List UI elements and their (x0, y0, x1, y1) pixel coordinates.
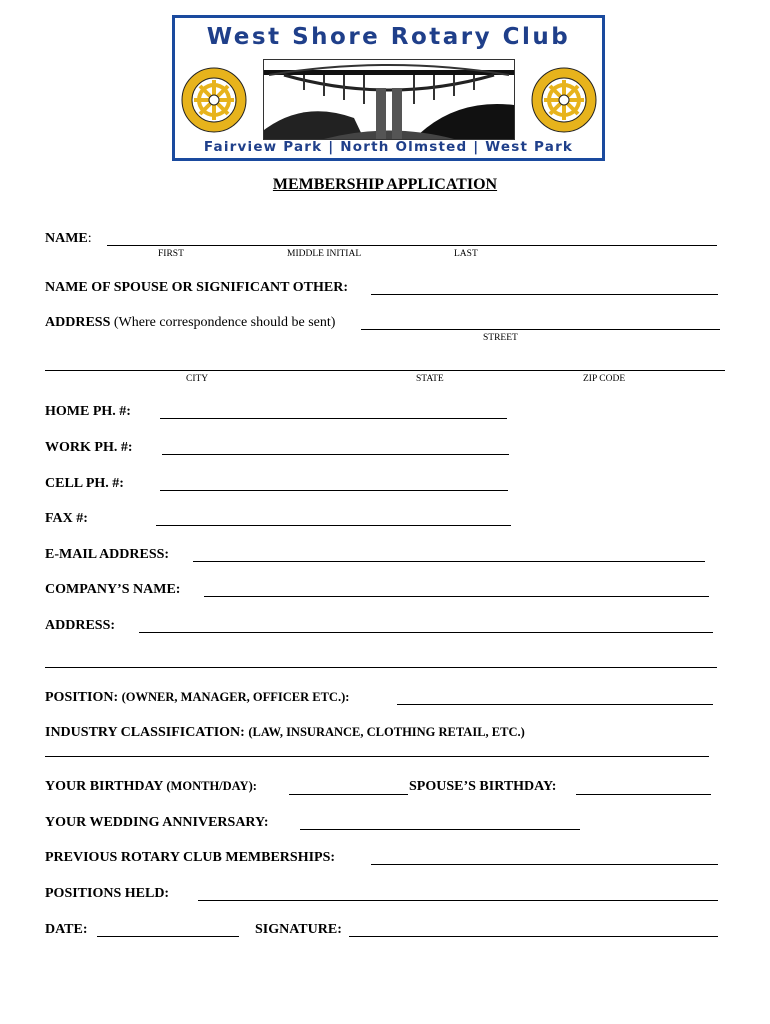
industry-field[interactable] (45, 756, 709, 757)
street-field[interactable] (361, 329, 720, 330)
anniversary-field[interactable] (300, 829, 580, 830)
spouse-birthday-label: SPOUSE’S BIRTHDAY: (409, 779, 557, 794)
first-caption: FIRST (158, 249, 184, 259)
last-caption: LAST (454, 249, 478, 259)
positions-held-label: POSITIONS HELD: (45, 886, 170, 901)
cell-phone-field[interactable] (160, 490, 508, 491)
date-field[interactable] (97, 936, 239, 937)
company-address-field-2[interactable] (45, 667, 717, 668)
signature-field[interactable] (349, 936, 718, 937)
address-label: ADDRESS (Where correspondence should be sent) (45, 315, 336, 330)
position-field[interactable] (397, 704, 713, 705)
city-caption: CITY (186, 374, 209, 384)
bridge-photo (263, 59, 515, 140)
previous-memberships-field[interactable] (371, 864, 718, 865)
state-caption: STATE (416, 374, 444, 384)
anniversary-label: YOUR WEDDING ANNIVERSARY: (45, 815, 269, 830)
middle-initial-caption: MIDDLE INITIAL (287, 249, 362, 259)
city-state-zip-field[interactable] (45, 370, 725, 371)
name-field[interactable] (107, 245, 717, 246)
position-label: POSITION: (OWNER, MANAGER, OFFICER ETC.): (45, 690, 350, 705)
spouse-birthday-field[interactable] (576, 794, 711, 795)
email-field[interactable] (193, 561, 705, 562)
fax-label: FAX #: (45, 511, 88, 526)
company-address-field[interactable] (139, 632, 713, 633)
rotary-wheel-left-icon (180, 66, 248, 134)
email-label: E-MAIL ADDRESS: (45, 547, 170, 562)
club-logo (172, 15, 605, 161)
birthday-label: YOUR BIRTHDAY (MONTH/DAY): (45, 779, 257, 794)
page-title: MEMBERSHIP APPLICATION (272, 176, 498, 193)
zip-caption: ZIP CODE (583, 374, 626, 384)
street-caption: STREET (483, 333, 518, 343)
work-phone-field[interactable] (162, 454, 509, 455)
cell-phone-label: CELL PH. #: (45, 476, 124, 491)
logo-subtitle: Fairview Park | North Olmsted | West Park (203, 139, 574, 155)
date-label: DATE: (45, 922, 88, 937)
rotary-wheel-right-icon (530, 66, 598, 134)
company-field[interactable] (204, 596, 709, 597)
signature-label: SIGNATURE: (255, 922, 342, 937)
company-label: COMPANY’S NAME: (45, 582, 181, 597)
positions-held-field[interactable] (198, 900, 718, 901)
previous-memberships-label: PREVIOUS ROTARY CLUB MEMBERSHIPS: (45, 850, 336, 865)
fax-field[interactable] (156, 525, 511, 526)
industry-label: INDUSTRY CLASSIFICATION: (LAW, INSURANCE, CLOTHING RETAIL, ETC.) (45, 725, 525, 740)
spouse-field[interactable] (371, 294, 718, 295)
home-phone-label: HOME PH. #: (45, 404, 131, 419)
home-phone-field[interactable] (160, 418, 507, 419)
work-phone-label: WORK PH. #: (45, 440, 133, 455)
name-label: NAME: (45, 231, 92, 246)
birthday-field[interactable] (289, 794, 408, 795)
logo-title: West Shore Rotary Club (206, 24, 571, 50)
company-address-label: ADDRESS: (45, 618, 116, 633)
spouse-label: NAME OF SPOUSE OR SIGNIFICANT OTHER: (45, 280, 348, 295)
